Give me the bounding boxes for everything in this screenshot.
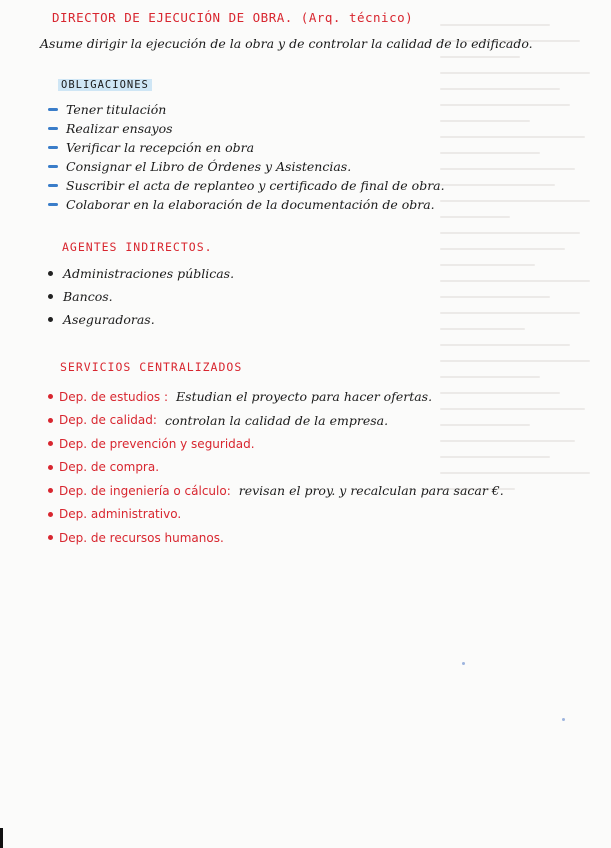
list-item: Dep. administrativo. [48,503,504,527]
bullet-icon [48,441,53,446]
bullet-icon [48,394,53,399]
dash-bullet-icon [48,108,58,111]
dash-bullet-icon [48,146,58,149]
services-list [48,385,504,550]
list-item: Verificar la recepción en obra [48,138,445,157]
list-item: Bancos. [48,285,234,308]
dash-bullet-icon [48,165,58,168]
list-item: Consignar el Libro de Órdenes y Asistencias. [48,157,445,176]
list-item: Administraciones públicas. [48,262,234,285]
bullet-icon [48,488,53,493]
list-item: Dep. de recursos humanos. [48,526,504,550]
list-item: Dep. de calidad: controlan la calidad de la empresa. [48,409,504,433]
obligations-list [48,100,445,214]
bleed-through-text [440,10,600,710]
page-title: DIRECTOR DE EJECUCIÓN DE OBRA. (Arq. técnico) [52,10,414,25]
bullet-icon [48,317,53,322]
list-item: Dep. de compra. [48,456,504,480]
list-item: Dep. de ingeniería o cálculo: revisan el proy. y recalculan para sacar €. [48,479,504,503]
obligations-heading: OBLIGACIONES [58,79,152,91]
bullet-icon [48,418,53,423]
list-item: Aseguradoras. [48,308,234,331]
list-item: Dep. de prevención y seguridad. [48,432,504,456]
ink-speck [462,662,465,665]
intro-paragraph: Asume dirigir la ejecución de la obra y de controlar la calidad de lo edificado. [40,36,533,51]
dash-bullet-icon [48,127,58,130]
list-item: Colaborar en la elaboración de la documentación de obra. [48,195,445,214]
ink-speck [562,718,565,721]
agents-list [48,262,234,331]
list-item: Dep. de estudios : Estudian el proyecto para hacer ofertas. [48,385,504,409]
bullet-icon [48,294,53,299]
bullet-icon [48,512,53,517]
bullet-icon [48,535,53,540]
dash-bullet-icon [48,184,58,187]
list-item: Suscribir el acta de replanteo y certificado de final de obra. [48,176,445,195]
services-heading: SERVICIOS CENTRALIZADOS [60,360,243,374]
agents-heading: AGENTES INDIRECTOS. [62,240,213,254]
list-item: Realizar ensayos [48,119,445,138]
bullet-icon [48,465,53,470]
page-edge [0,828,3,848]
dash-bullet-icon [48,203,58,206]
bullet-icon [48,271,53,276]
list-item: Tener titulación [48,100,445,119]
